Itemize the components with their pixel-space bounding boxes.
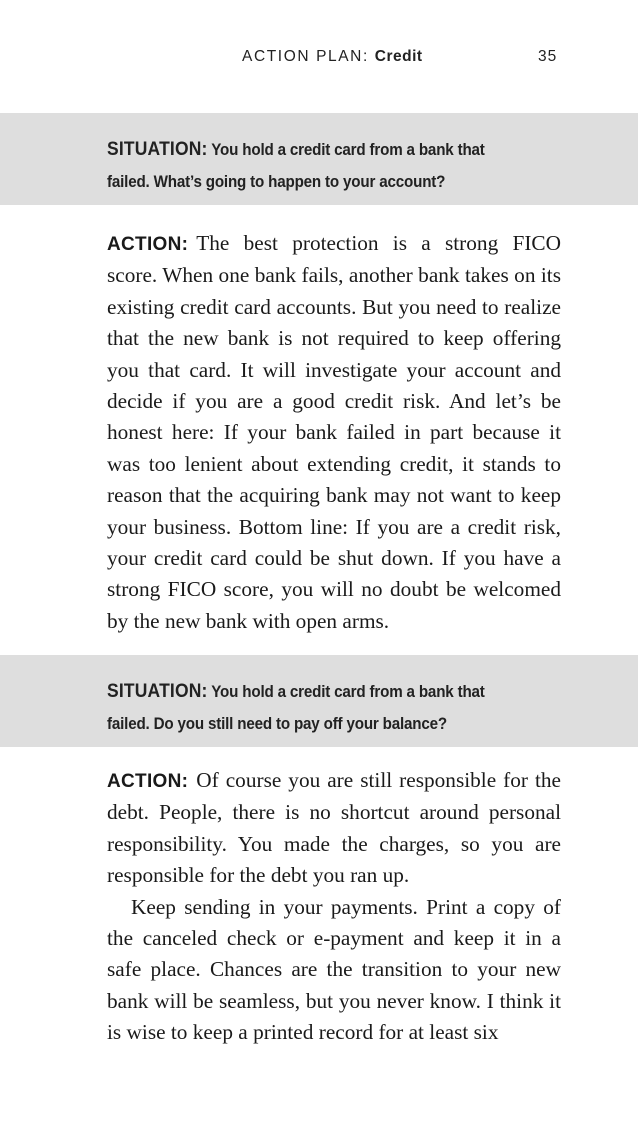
action-label: ACTION: [107,234,189,255]
situation-text: You hold a credit card from a bank that failed. What’s going to happen to your account? [107,141,485,191]
section-topic: Credit [374,48,423,65]
action-label: ACTION: [107,771,189,792]
running-header [0,48,638,74]
action-paragraph-1: Of course you are still responsible for the debt. People, there is no shortcut around personal responsibility. You made the charges, so you are responsible for the debt you ran up. [107,768,561,888]
situation-label: SITUATION: [107,139,208,160]
situation-box-1 [0,113,638,205]
running-head-title [242,48,423,66]
page-number: 35 [538,48,558,65]
action-block-2 [107,765,561,1049]
action-paragraph-2: Keep sending in your payments. Print a copy of the canceled check or e-payment and keep it in a safe place. Chances are the transition to your new bank will be seamless, but you never know. I think it is wise to keep a printed record for at least six [107,894,561,1045]
situation-box-2 [0,655,638,747]
section-label: ACTION PLAN: [242,48,369,65]
action-block-1 [107,228,561,637]
action-text: The best protection is a strong FICO score. When one bank fails, another bank takes on its existing credit card accounts. But you need to realize that the new bank is not required to keep offering you that card. It will investigate your account and decide if you are a good credit risk. And let’s be honest here: If your bank failed in part because it was too lenient about extending credit, it stands to reason that the acquiring bank may not want to keep your business. Bottom line: If you are a credit risk, your credit card could be shut down. If you have a strong FICO score, you will no doubt be welcomed by the new bank with open arms. [107,231,561,633]
situation-label: SITUATION: [107,681,208,702]
situation-text: You hold a credit card from a bank that failed. Do you still need to pay off your balance? [107,683,485,733]
